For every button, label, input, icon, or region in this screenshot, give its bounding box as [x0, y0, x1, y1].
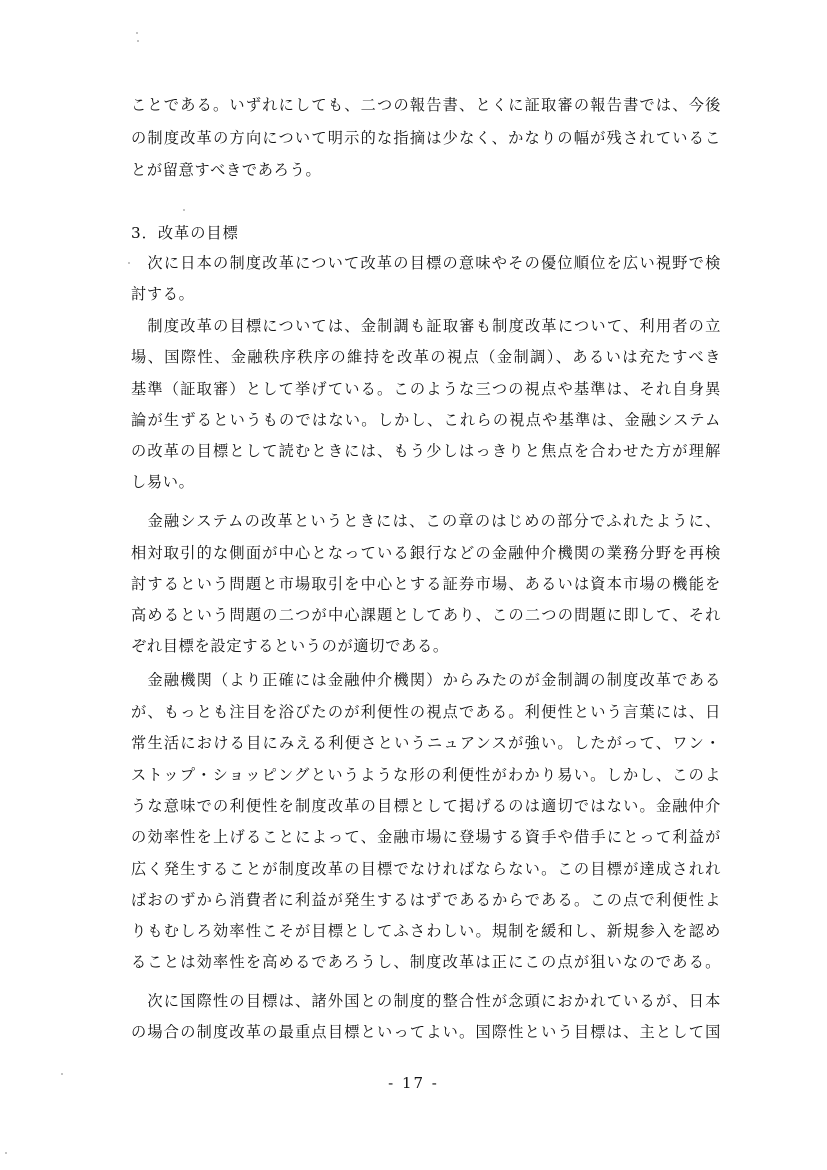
scan-speck — [137, 40, 139, 42]
body-line: 討するという問題と市場取引を中心とする証券市場、あるいは資本市場の機能を — [131, 575, 721, 593]
body-line: が、もっとも注目を浴びたのが利便性の視点である。利便性という言葉には、日 — [131, 703, 721, 721]
body-line: 金融システムの改革というときには、この章のはじめの部分でふれたように、 — [131, 512, 721, 530]
body-line: 相対取引的な側面が中心となっている銀行などの金融仲介機関の業務分野を再検 — [131, 544, 721, 562]
body-line: 高めるという問題の二つが中心課題としてあり、この二つの問題に即して、それ — [131, 606, 721, 624]
body-line: 広く発生することが制度改革の目標でなければならない。この目標が達成されれ — [131, 860, 721, 878]
body-line: 論が生ずるというものではない。しかし、これらの視点や基準は、金融システム — [131, 411, 721, 429]
body-line: うな意味での利便性を制度改革の目標として掲げるのは適切ではない。金融仲介 — [131, 797, 721, 815]
body-line: 金融機関（より正確には金融仲介機関）からみたのが金制調の制度改革である — [131, 671, 721, 689]
body-line: ストップ・ショッピングというような形の利便性がわかり易い。しかし、このよ — [131, 766, 721, 784]
body-line: 次に国際性の目標は、諸外国との制度的整合性が念頭におかれているが、日本 — [131, 992, 721, 1010]
body-line: 討する。 — [131, 285, 195, 303]
body-line: ることは効率性を高めるであろうし、制度改革は正にこの点が狙いなのである。 — [131, 953, 721, 971]
body-line: 場、国際性、金融秩序秩序の維持を改革の視点（金制調）、あるいは充たすべき — [131, 348, 721, 366]
body-line: ばおのずから消費者に利益が発生するはずであるからである。この点で利便性よ — [131, 891, 721, 909]
scan-speck — [5, 1152, 7, 1154]
body-line: の制度改革の方向について明示的な指摘は少なく、かなりの幅が残されているこ — [131, 129, 721, 147]
body-line: 常生活における目にみえる利便さというニュアンスが強い。したがって、ワン・ — [131, 734, 721, 752]
section-heading: 3．改革の目標 — [131, 224, 239, 242]
scan-speck — [128, 262, 130, 264]
body-line: ぞれ目標を設定するというのが適切である。 — [131, 637, 449, 655]
body-line: の場合の制度改革の最重点目標といってよい。国際性という目標は、主として国 — [131, 1023, 721, 1041]
body-line: とが留意すべきであろう。 — [131, 161, 322, 179]
body-line: 基準（証取審）として挙げている。このような三つの視点や基準は、それ自身異 — [131, 380, 721, 398]
body-line: りもむしろ効率性こそが目標としてふさわしい。規制を緩和し、新規参入を認め — [131, 922, 721, 940]
scan-speck — [183, 209, 185, 211]
body-line: し易い。 — [131, 473, 195, 491]
page-number: - 17 - — [388, 1074, 439, 1092]
body-line: の効率性を上げることによって、金融市場に登場する資手や借手にとって利益が — [131, 828, 721, 846]
scan-speck — [136, 32, 138, 34]
body-line: の改革の目標として読むときには、もう少しはっきりと焦点を合わせた方が理解 — [131, 442, 721, 460]
body-line: 次に日本の制度改革について改革の目標の意味やその優位順位を広い視野で検 — [131, 254, 721, 272]
body-line: 制度改革の目標については、金制調も証取審も制度改革について、利用者の立 — [131, 317, 721, 335]
body-line: ことである。いずれにしても、二つの報告書、とくに証取審の報告書では、今後 — [131, 96, 721, 114]
